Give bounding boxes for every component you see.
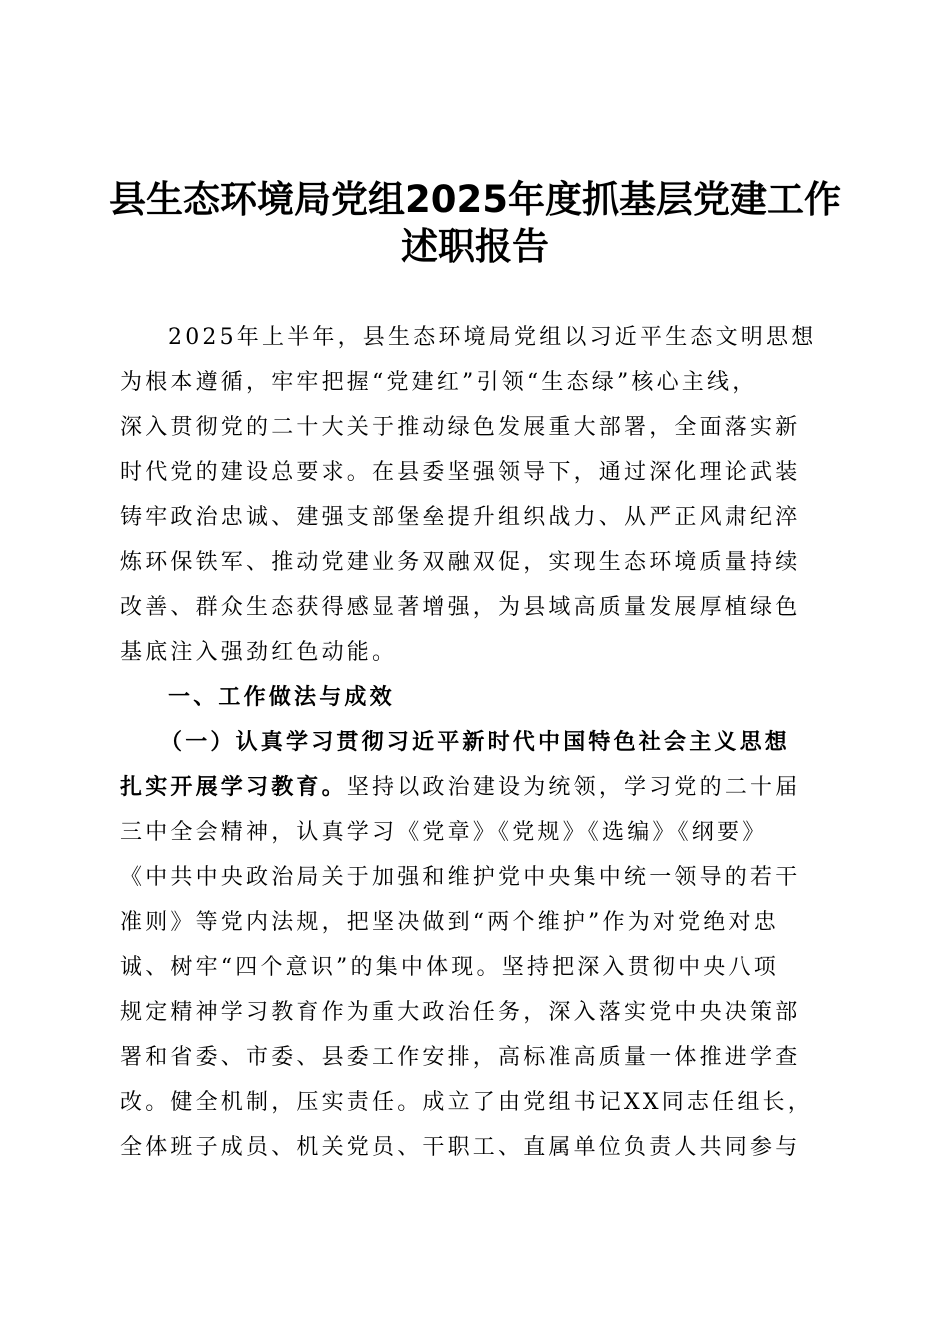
body-line: 诚、树牢“四个意识”的集中体现。坚持把深入贯彻中央八项 — [120, 955, 779, 980]
intro-line: 2025年上半年，县生态环境局党组以习近平生态文明思想 — [168, 325, 817, 350]
body-line: 准则》等党内法规，把坚决做到“两个维护”作为对党绝对忠 — [120, 910, 779, 935]
intro-line: 为根本遵循，牢牢把握“党建红”引领“生态绿”核心主线， — [120, 370, 758, 395]
subsection-line-2 — [120, 771, 832, 805]
body-line: 改。健全机制，压实责任。成立了由党组书记XX同志任组长， — [120, 1090, 813, 1115]
intro-line: 基底注入强劲红色动能。 — [120, 640, 398, 665]
subsection-line-2-text: 坚持以政治建设为统领，学习党的二十届 — [346, 775, 801, 800]
subsection-heading-line-2: 扎实开展学习教育。 — [120, 775, 347, 800]
document-title-line-1: 县生态环境局党组2025年度抓基层党建工作 — [109, 178, 841, 221]
body-line: 全体班子成员、机关党员、干职工、直属单位负责人共同参与 — [120, 1135, 801, 1160]
subsection-heading-line-1: （一）认真学习贯彻习近平新时代中国特色社会主义思想 — [160, 730, 791, 755]
intro-line: 炼环保铁军、推动党建业务双融双促，实现生态环境质量持续 — [120, 550, 801, 575]
body-line: 规定精神学习教育作为重大政治任务，深入落实党中央决策部 — [120, 1000, 801, 1025]
section-heading: 一、工作做法与成效 — [168, 685, 395, 710]
intro-line: 铸牢政治忠诚、建强支部堡垒提升组织战力、从严正风肃纪淬 — [120, 505, 801, 530]
body-line: 《中共中央政治局关于加强和维护党中央集中统一领导的若干 — [120, 865, 801, 890]
intro-line: 改善、群众生态获得感显著增强，为县域高质量发展厚植绿色 — [120, 595, 801, 620]
body-line: 三中全会精神，认真学习《党章》《党规》《选编》《纲要》 — [120, 820, 768, 845]
intro-line: 深入贯彻党的二十大关于推动绿色发展重大部署，全面落实新 — [120, 415, 801, 440]
body-line: 署和省委、市委、县委工作安排，高标准高质量一体推进学查 — [120, 1045, 801, 1070]
document-title-line-2: 述职报告 — [401, 225, 549, 268]
intro-line: 时代党的建设总要求。在县委坚强领导下，通过深化理论武装 — [120, 460, 801, 485]
